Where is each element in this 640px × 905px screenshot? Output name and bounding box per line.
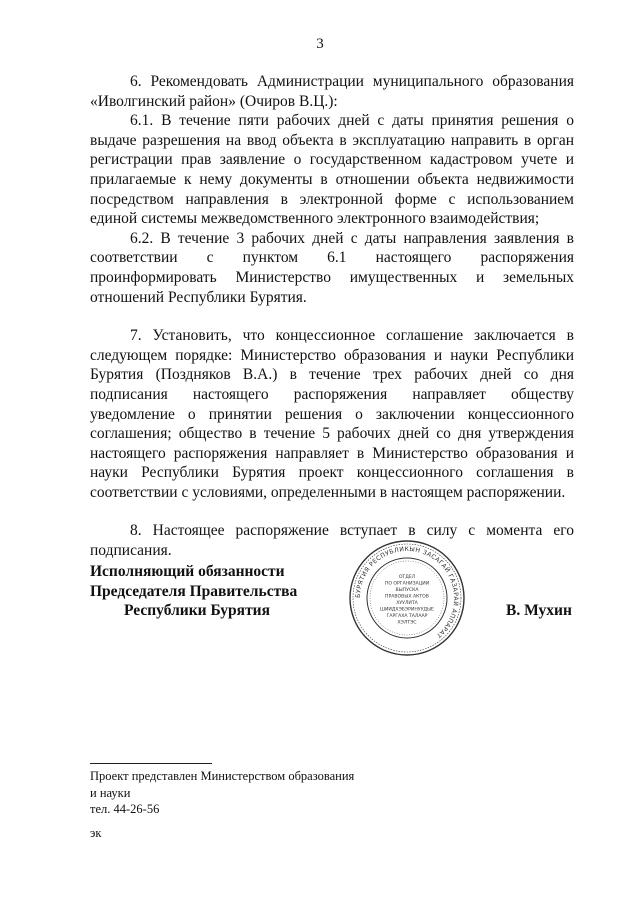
paragraph-6-2: 6.2. В течение 3 рабочих дней с даты направления заявления в соответствии с пунктом 6.1 настоящего распоряжения проинформировать Министерство имущественных и земельных отношений Республики Бурятия. [90,229,574,306]
seal-center-text: ВЫПУСКА [395,588,419,593]
seal-center-text: ХЭЛТЭС [397,620,417,626]
document-body [90,72,574,561]
footnote-line: тел. 44-26-56 [90,802,160,816]
footnote [90,768,354,818]
seal-ring-text: БУРЯТИЯ РЕСПУБЛИКЫН ЗАСАГАЙ ГАЗАРАЙ АППАРАТ [354,545,460,640]
seal-center-text: ШИИДХЭБЭРИНУУДЫЕ [380,607,434,613]
seal-center-text: ХУУЛИТА [396,601,418,606]
signer-name: В. Мухин [506,602,572,619]
footnote-line: Проект представлен Министерством образования [90,769,355,783]
footnote-line: и науки [90,785,131,800]
seal-center-text: ПО ОРГАНИЗАЦИИ [384,581,430,587]
page-number: 3 [316,36,324,52]
paragraph-6: 6. Рекомендовать Администрации муниципального образования «Иволгинский район» (Очиров В.Ц.): [90,73,574,110]
signatory-title-line: Исполняющий обязанности [90,563,285,580]
seal-center-text: ПРАВОВЫХ АКТОВ [385,594,429,600]
signatory-title [90,562,298,621]
paragraph-7: 7. Установить, что концессионное соглашение заключается в следующем порядке: Министерство образования и науки Республики Бурятия (Поздняков В.А.) в течение трех рабочих дней со дня подписания настоящего распоряжения направляет обществу уведомление о принятии решения о заключении концессионного соглашения; общество в течение 5 рабочих дней со дня утверждения настоящего распоряжения направляет в Министерство образования и науки Республики Бурятия проект концессионного соглашения в соответствии с условиями, определенными в настоящем распоряжении. [90,327,574,501]
signatory-title-line: Председателя Правительства [90,582,298,600]
footnote-divider [90,763,212,764]
paragraph-6-1: 6.1. В течение пяти рабочих дней с даты принятия решения о выдаче разрешения на ввод объекта в эксплуатацию направить в орган регистрации прав заявление о государственном кадастровом учете и прилагаемые к нему документы в отношении объекта недвижимости посредством направления в электронной форме с использованием единой системы межведомственного электронного взаимодействия; [90,112,574,228]
paragraph-8: 8. Настоящее распоряжение вступает в силу с момента его подписания. [90,522,574,560]
executor-initials: эк [90,826,102,840]
seal-center-text: ГАРГАХА ТАЛААР [386,614,428,619]
seal-center-text: ОТДЕЛ [398,575,416,580]
official-seal-stamp [347,538,467,658]
signatory-title-line: Республики Бурятия [124,602,270,620]
